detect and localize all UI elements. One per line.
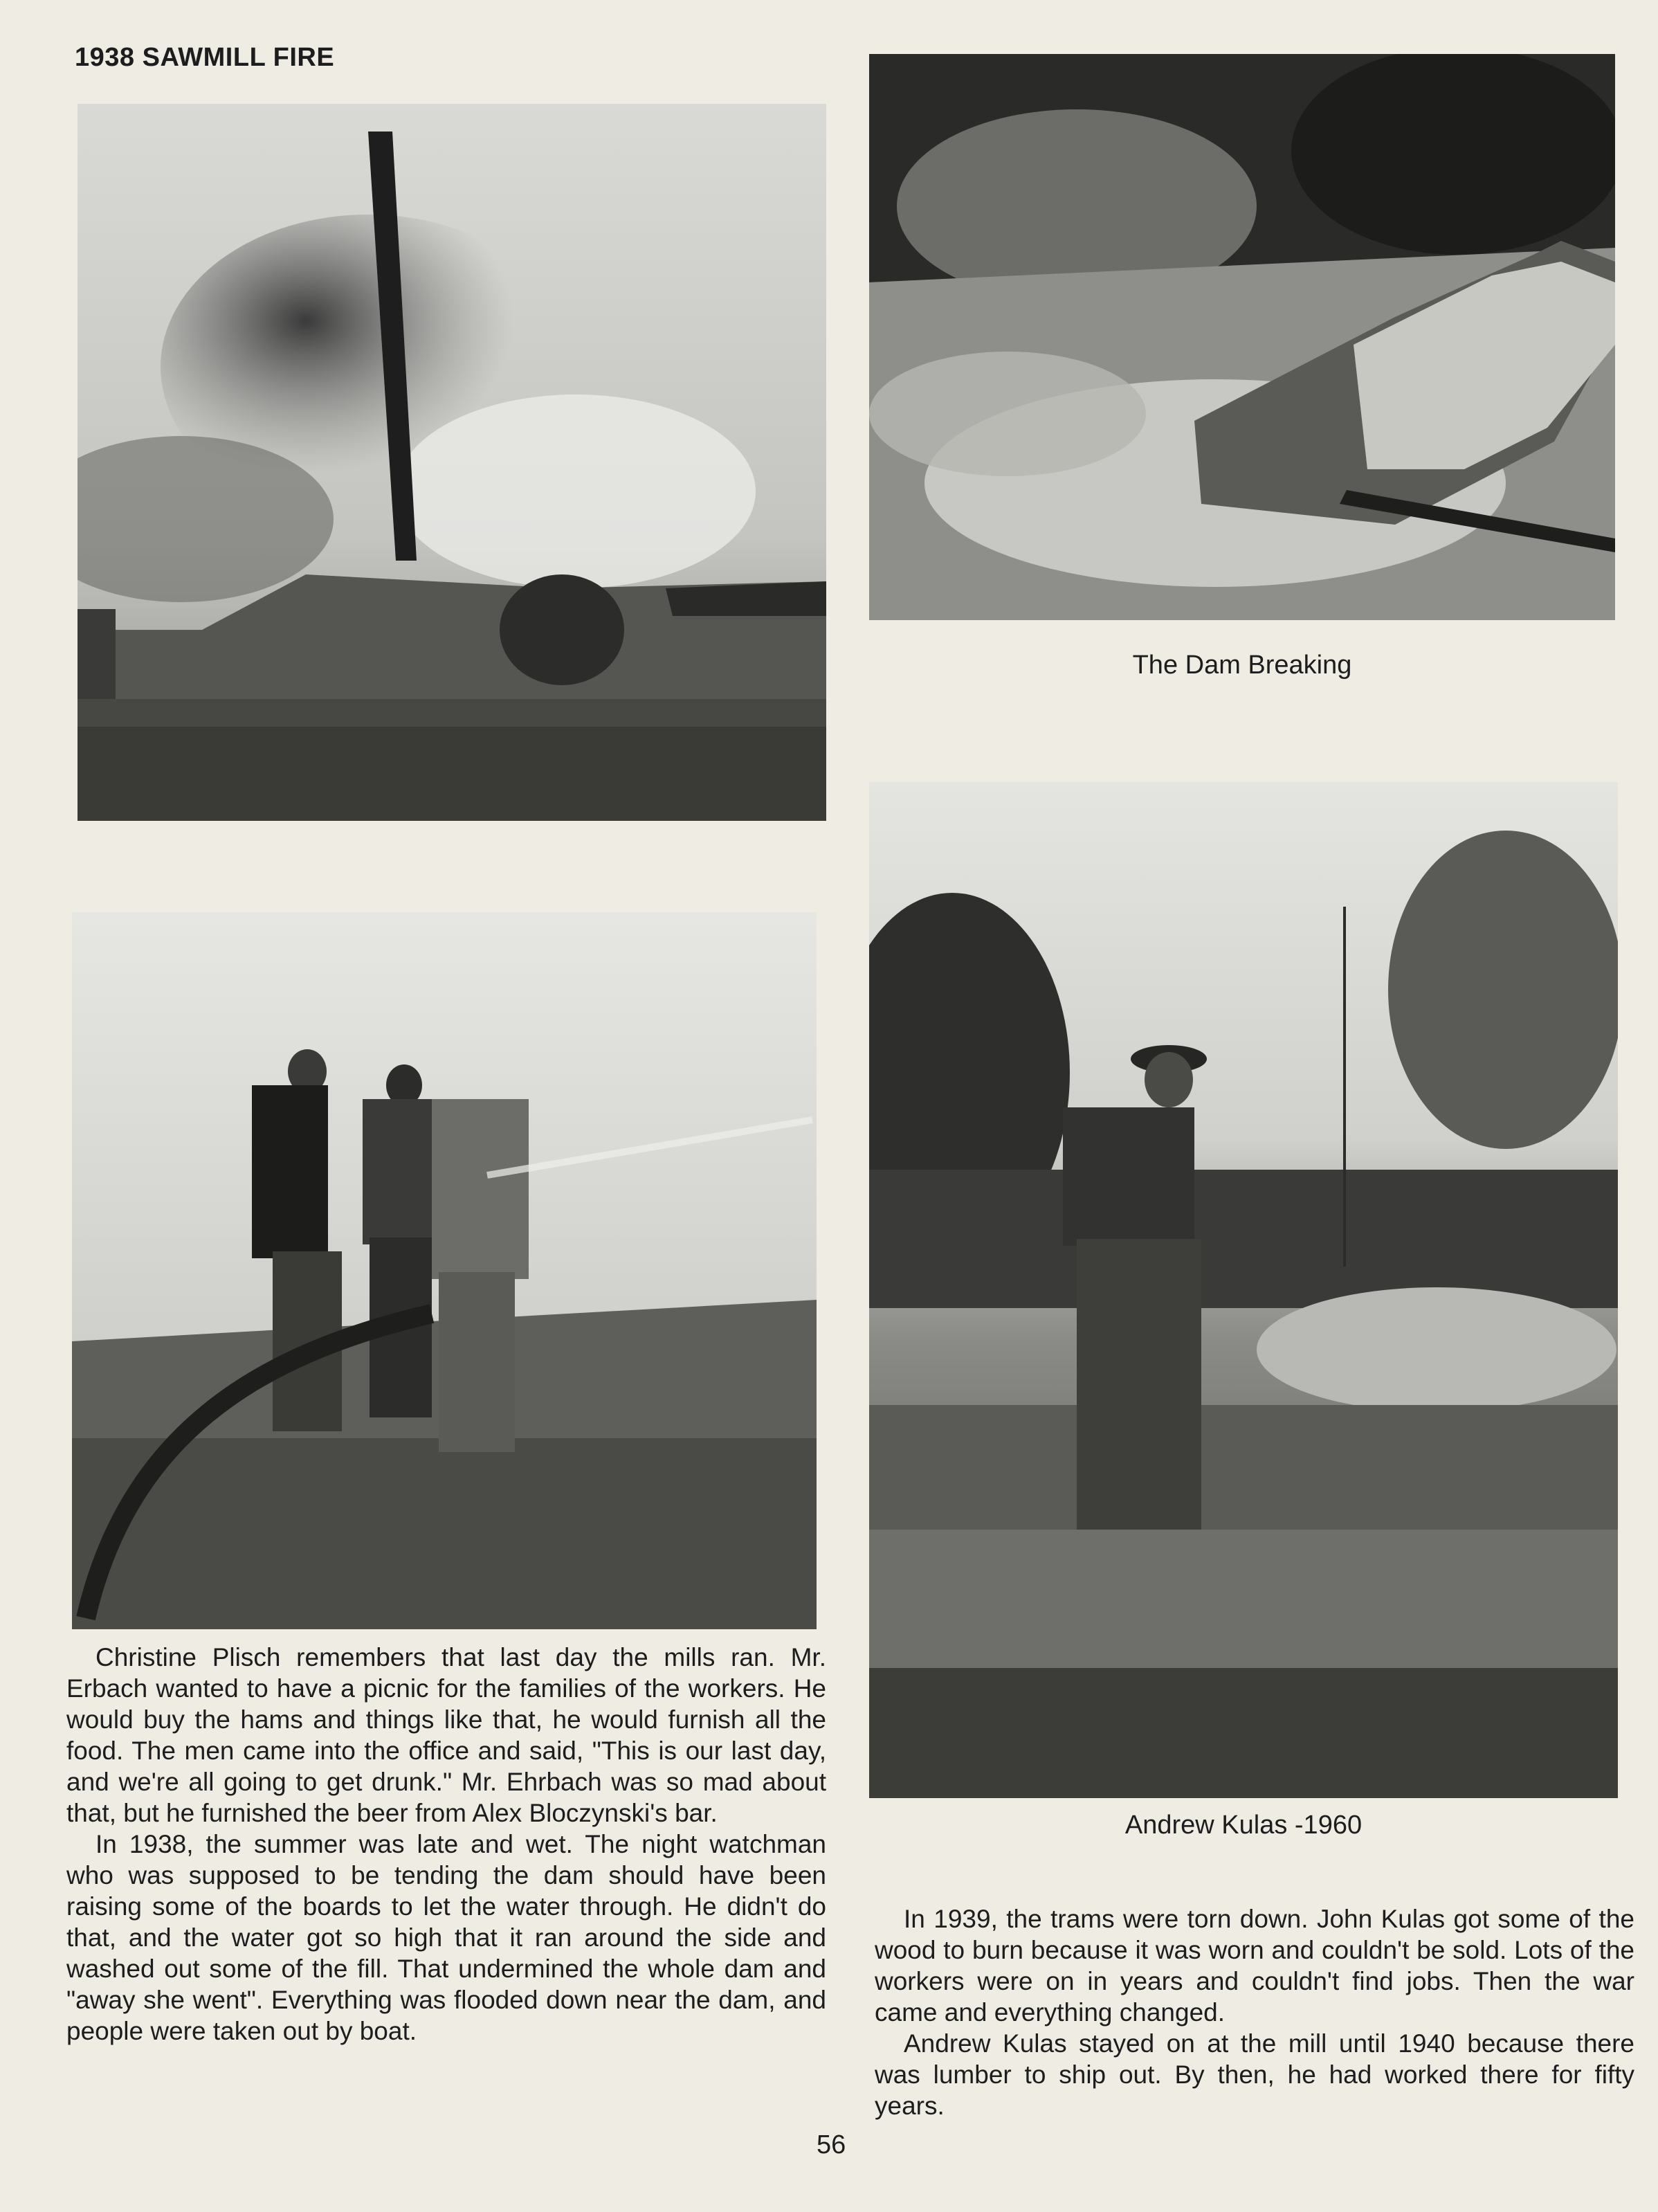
page-number: 56 xyxy=(817,2130,846,2159)
left-column-text xyxy=(66,1642,826,2047)
photo-sawmill-fire xyxy=(78,104,826,821)
photo-fire-hose xyxy=(72,912,817,1629)
photo-dam-breaking xyxy=(869,54,1615,620)
caption-andrew: Andrew Kulas -1960 xyxy=(1124,1811,1363,1840)
caption-dam: The Dam Breaking xyxy=(1132,651,1352,680)
paragraph: Christine Plisch remembers that last day the mills ran. Mr. Erbach wanted to have a picnic for the families of the workers. He would buy the hams and things like that, he would furnish all the food. The men came into the office and said, "This is our last day, and we're all going to get drunk." Mr. Ehrbach was so mad about that, but he furnished the beer from Alex Bloczynski's bar. xyxy=(66,1643,826,1827)
paragraph: In 1939, the trams were torn down. John Kulas got some of the wood to burn because it was worn and couldn't be sold. Lots of the workers were on in years and couldn't find jobs. Then the war came and everything changed. xyxy=(875,1905,1634,2027)
paragraph: Andrew Kulas stayed on at the mill until 1940 because there was lumber to ship out. By then, he had worked there for fifty years. xyxy=(875,2029,1634,2120)
photo-andrew-kulas xyxy=(869,782,1618,1798)
right-column-text xyxy=(875,1903,1634,2121)
paragraph: In 1938, the summer was late and wet. The night watchman who was supposed to be tending the dam should have been raising some of the boards to let the water through. He didn't do that, and the water got so high that it ran around the side and washed out some of the fill. That undermined the whole dam and "away she went". Everything was flooded down near the dam, and people were taken out by boat. xyxy=(66,1830,826,2045)
page-heading: 1938 SAWMILL FIRE xyxy=(75,43,335,72)
